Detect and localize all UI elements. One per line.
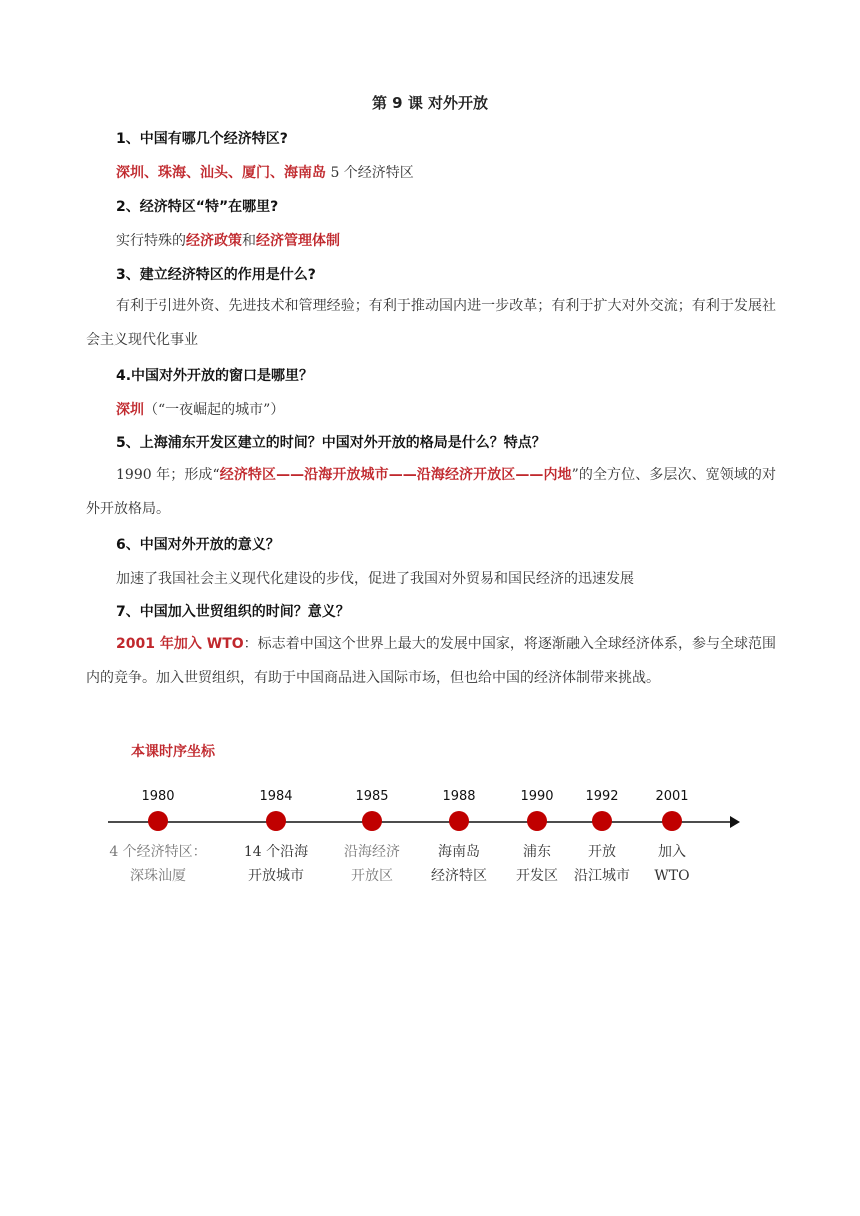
timeline-event-line-1: 浦东 <box>523 844 551 860</box>
timeline-dot-1992 <box>592 811 612 831</box>
answer-5-highlight: 经济特区——沿海开放城市——沿海经济开放区——内地 <box>219 467 572 483</box>
timeline-event-1985 <box>344 840 400 888</box>
timeline-event-line-2: 沿江城市 <box>574 868 630 884</box>
timeline-event-line-2: 经济特区 <box>431 868 487 884</box>
timeline-year-1990: 1990 <box>520 789 554 804</box>
answer-7-highlight: 2001 年加入 WTO <box>116 636 244 652</box>
timeline-event-line-2: 开发区 <box>516 868 558 884</box>
timeline-event-1990 <box>516 840 558 888</box>
timeline-event-1988 <box>431 840 487 888</box>
timeline-year-1984: 1984 <box>259 789 293 804</box>
timeline-event-1992 <box>574 840 630 888</box>
answer-2-highlight-1: 经济政策 <box>186 233 242 249</box>
timeline-event-line-2: 深珠汕厦 <box>129 868 186 884</box>
timeline-year-1992: 1992 <box>585 789 619 804</box>
question-1: 1、中国有哪几个经济特区? <box>116 131 288 147</box>
timeline-event-line-1: 开放 <box>588 844 616 860</box>
answer-2-highlight-2: 经济管理体制 <box>256 233 340 249</box>
timeline-title: 本课时序坐标 <box>131 744 215 760</box>
timeline-dot-1985 <box>362 811 382 831</box>
timeline-event-line-1: 沿海经济 <box>344 844 400 860</box>
timeline-event-line-2: 开放区 <box>351 868 393 884</box>
timeline-dot-1988 <box>449 811 469 831</box>
answer-3: 有利于引进外资、先进技术和管理经验；有利于推动国内进一步改革；有利于扩大对外交流；有利于发展社会主义现代化事业 <box>86 298 776 348</box>
question-2: 2、经济特区“特”在哪里? <box>116 199 279 215</box>
timeline-year-1988: 1988 <box>442 789 476 804</box>
answer-1-highlight: 深圳、珠海、汕头、厦门、海南岛 <box>116 165 326 181</box>
timeline-dot-1980 <box>148 811 168 831</box>
timeline-event-2001 <box>654 840 689 888</box>
timeline-event-line-2: 开放城市 <box>247 868 304 884</box>
answer-7-text: ：标志着中国这个世界上最大的发展中国家，将逐渐融入全球经济体系，参与全球范围内的竞争。加入世贸组织，有助于中国商品进入国际市场，但也给中国的经济体制带来挑战。 <box>86 636 776 686</box>
timeline-event-1984 <box>244 840 308 888</box>
answer-4-highlight: 深圳 <box>116 402 144 418</box>
timeline-dot-1984 <box>266 811 286 831</box>
timeline-year-1985: 1985 <box>355 789 389 804</box>
answer-1-text: 5 个经济特区 <box>326 165 414 181</box>
timeline-year-2001: 2001 <box>655 789 689 804</box>
answer-2-pre: 实行特殊的 <box>116 233 186 249</box>
timeline-year-1980: 1980 <box>141 789 175 804</box>
question-3: 3、建立经济特区的作用是什么? <box>116 267 316 283</box>
question-4: 4.中国对外开放的窗口是哪里？ <box>116 368 314 384</box>
question-6: 6、中国对外开放的意义？ <box>116 537 280 553</box>
lesson-title: 第 9 课 对外开放 <box>371 94 489 112</box>
timeline-arrow-icon <box>730 816 740 828</box>
timeline-event-line-1: 海南岛 <box>438 844 480 860</box>
question-7: 7、中国加入世贸组织的时间？意义？ <box>116 604 350 620</box>
answer-6: 加速了我国社会主义现代化建设的步伐，促进了我国对外贸易和国民经济的迅速发展 <box>116 571 634 587</box>
timeline-event-line-1: 加入 <box>658 844 686 860</box>
answer-5-pre: 1990 年；形成“ <box>116 467 220 483</box>
question-5: 5、上海浦东开发区建立的时间？中国对外开放的格局是什么？特点？ <box>116 435 546 451</box>
timeline-event-line-1: 14 个沿海 <box>243 844 309 860</box>
timeline-event-line-2: WTO <box>654 868 690 884</box>
answer-2-mid: 和 <box>242 233 256 249</box>
timeline-dot-2001 <box>662 811 682 831</box>
answer-4-text: （“一夜崛起的城市”） <box>144 402 285 418</box>
answer-5-text: ”的全方位、多层次、宽领域的对外开放格局。 <box>86 467 776 517</box>
timeline-event-line-1: 4 个经济特区： <box>109 844 207 860</box>
timeline-dot-1990 <box>527 811 547 831</box>
timeline-event-1980 <box>109 840 206 888</box>
